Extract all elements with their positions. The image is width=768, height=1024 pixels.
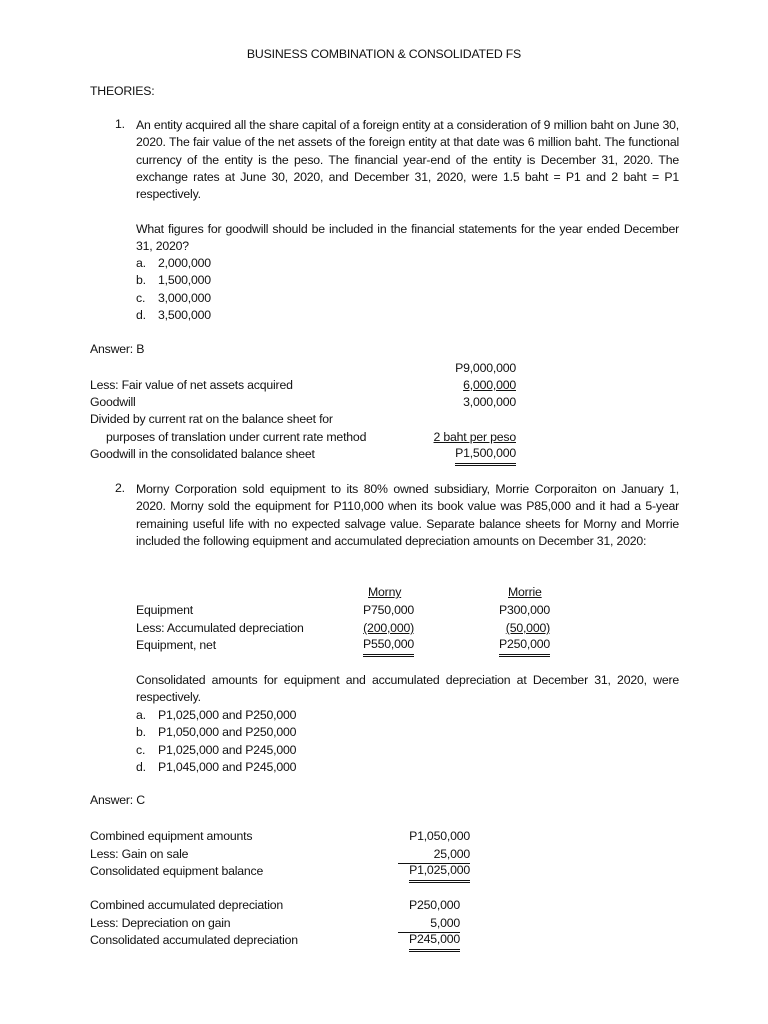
column-header-morrie: Morrie bbox=[508, 585, 542, 599]
options-list bbox=[136, 255, 211, 324]
divided-value: 2 baht per peso bbox=[433, 430, 516, 444]
solution-value: P1,025,000 bbox=[409, 863, 470, 883]
question-number: 2. bbox=[115, 481, 125, 495]
document-title: BUSINESS COMBINATION & CONSOLIDATED FS bbox=[246, 47, 522, 61]
morny-value: P550,000 bbox=[363, 637, 414, 657]
less-label: Less: Fair value of net assets acquired bbox=[90, 378, 293, 392]
solution-value: 25,000 bbox=[398, 846, 470, 864]
option-b: b. P1,050,000 and P250,000 bbox=[136, 725, 297, 740]
solution-label: Less: Depreciation on gain bbox=[90, 916, 231, 930]
goodwill-label: Goodwill bbox=[90, 395, 136, 409]
question-prompt: What figures for goodwill should be included in the financial statements for the year ended December 31, 2020? bbox=[136, 222, 679, 254]
solution-value: 5,000 bbox=[398, 915, 460, 933]
solution-label: Consolidated accumulated depreciation bbox=[90, 933, 298, 947]
morrie-value: P250,000 bbox=[499, 637, 550, 657]
solution-value: P1,050,000 bbox=[409, 829, 470, 843]
answer: Answer: C bbox=[90, 793, 145, 807]
solution-label: Combined equipment amounts bbox=[90, 829, 253, 843]
morny-value: P750,000 bbox=[362, 603, 414, 617]
option-a: a. P1,025,000 and P250,000 bbox=[136, 708, 297, 722]
solution-value: P250,000 bbox=[408, 898, 460, 912]
section-heading: THEORIES: bbox=[90, 84, 155, 98]
question-text: Morny Corporation sold equipment to its 80% owned subsidiary, Morrie Corporaiton on January 1, 2020. Morny sold the equipment for P110,000 when its book value was P85,000 and it had a 5-year remaining useful life with no expected salvage value. Separate balance sheets for Morny and Morrie included the following equipment and accumulated depreciation amounts on December 31, 2020: bbox=[136, 482, 679, 548]
option-b: b. 1,500,000 bbox=[136, 273, 211, 288]
less-value: 6,000,000 bbox=[463, 378, 516, 392]
question-text: An entity acquired all the share capital of a foreign entity at a consideration of 9 million baht on June 30, 2020. The fair value of the net assets of the foreign entity at that date was 6 million baht. The functional currency of the entity is the peso. The financial year-end of the entity is December 31, 2020. The exchange rates at June 30, 2020, and December 31, 2020, were 1.5 baht = P1 and 2 baht = P1 respectively. bbox=[136, 118, 679, 202]
option-d: d. 3,500,000 bbox=[136, 307, 211, 322]
options-list bbox=[136, 707, 296, 776]
final-goodwill-value: P1,500,000 bbox=[455, 446, 516, 466]
morny-value: (200,000) bbox=[363, 621, 414, 635]
row-label: Equipment bbox=[136, 603, 193, 617]
option-c: c. 3,000,000 bbox=[136, 290, 211, 305]
option-c: c. P1,025,000 and P245,000 bbox=[136, 742, 297, 757]
answer: Answer: B bbox=[90, 342, 145, 356]
question-prompt: Consolidated amounts for equipment and accumulated depreciation at December 31, 2020, were respectively. bbox=[136, 673, 679, 705]
goodwill-value: 3,000,000 bbox=[463, 395, 516, 409]
option-a: a. 2,000,000 bbox=[136, 256, 211, 270]
solution-value: P245,000 bbox=[409, 932, 460, 952]
solution-label: Consolidated equipment balance bbox=[90, 864, 264, 878]
morrie-value: (50,000) bbox=[505, 621, 550, 635]
final-goodwill-label: Goodwill in the consolidated balance sheet bbox=[90, 447, 315, 461]
divided-label-cont: purposes of translation under current rate method bbox=[106, 430, 367, 444]
question-number: 1. bbox=[115, 117, 125, 131]
row-label: Equipment, net bbox=[136, 638, 216, 652]
solution-label: Less: Gain on sale bbox=[90, 847, 189, 861]
row-label: Less: Accumulated depreciation bbox=[136, 621, 304, 635]
divided-label: Divided by current rat on the balance sheet for bbox=[90, 412, 333, 426]
option-d: d. P1,045,000 and P245,000 bbox=[136, 759, 297, 774]
solution-label: Combined accumulated depreciation bbox=[90, 898, 284, 912]
morrie-value: P300,000 bbox=[498, 603, 550, 617]
column-header-morny: Morny bbox=[368, 585, 402, 599]
consideration-value: P9,000,000 bbox=[455, 361, 516, 375]
